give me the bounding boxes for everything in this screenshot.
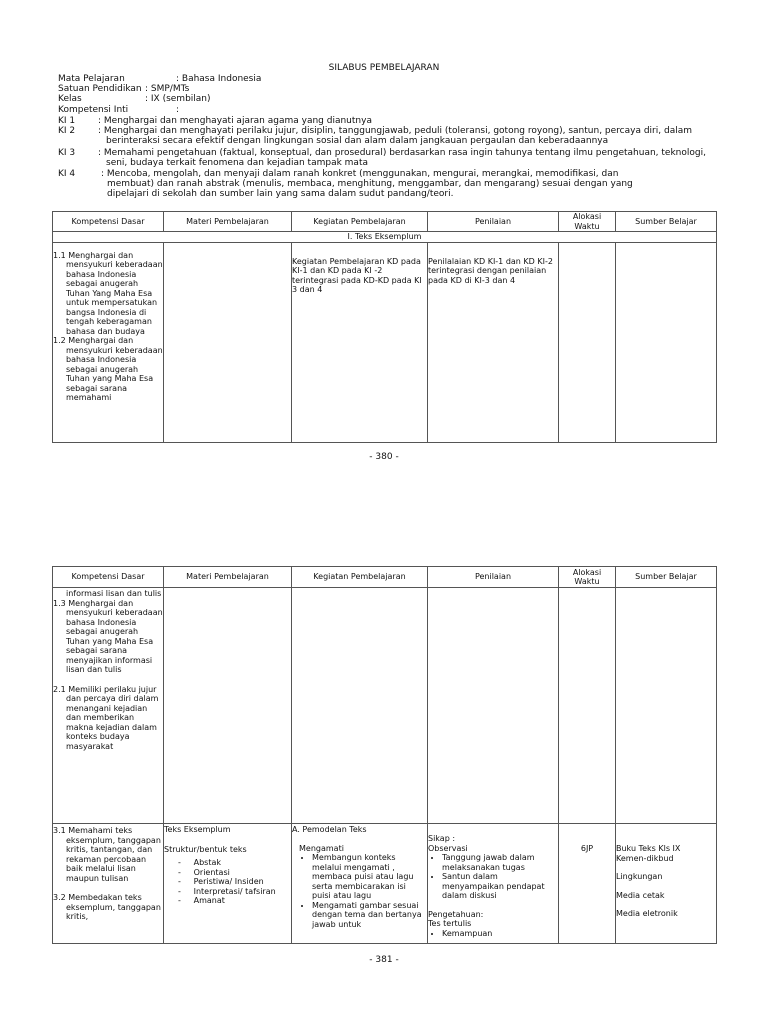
kegiatan-list (292, 853, 427, 929)
header-kompetensi-dasar: Kompetensi Dasar (53, 212, 164, 232)
kegiatan-cell: Kegiatan Pembelajaran KD pada KI-1 dan KD pada KI -2 terintegrasi pada KD-KD pada KI 3 dan 4 (292, 242, 428, 442)
kd-1-3: 1.3 Menghargai dan mensyukuri keberadaan bahasa Indonesia sebagai anugerah Tuhan yang Maha Esa sebagai sarana menyajikan informasi lisan dan tulis (53, 598, 163, 674)
ki-1-text: : Menghargai dan menghayati ajaran agama yang dianutnya (98, 116, 372, 126)
header-penilaian: Penilaian (428, 567, 559, 588)
header-alokasi: Alokasi Waktu (559, 212, 616, 232)
header-alokasi: Alokasi Waktu (559, 567, 616, 588)
ki-3-text: : Memahami pengetahuan (faktual, konseptual, dan prosedural) berdasarkan rasa ingin tahunya tentang ilmu pengetahuan, teknologi, seni, budaya terkait fenomena dan kejadian tampak mata (98, 148, 706, 168)
header-materi: Materi Pembelajaran (164, 567, 292, 588)
materi-cell (164, 824, 292, 944)
penilaian-cell: Penilalaian KD KI-1 dan KD KI-2 terintegrasi dengan penilaian pada KD di KI-3 dan 4 (428, 242, 559, 442)
kd-1-1: 1.1 Menghargai dan mensyukuri keberadaan bahasa Indonesia sebagai anugerah Tuhan Yang Maha Esa untuk mempersatukan bangsa Indonesia di tengah keberagaman bahasa dan budaya (53, 250, 163, 336)
sumber-item: Buku Teks Kls IX Kemen-dikbud (616, 844, 681, 863)
sumber-cell (616, 588, 717, 824)
kegiatan-cell (292, 588, 428, 824)
table-row (53, 824, 717, 944)
list-item: - Interpretasi/ tafsiran (178, 886, 276, 896)
list-item: • Tanggung jawab dalam melaksanakan tugas (442, 853, 558, 872)
list-item: - Abstak (178, 858, 221, 867)
sumber-cell (616, 242, 717, 442)
page-number-381: - 381 - (369, 955, 399, 965)
page-number-380: - 380 - (369, 452, 399, 462)
table-row (53, 242, 717, 442)
list-item: - Amanat (178, 896, 225, 905)
penilaian-sikap: Sikap : (428, 834, 456, 843)
tes-list (428, 929, 558, 939)
kd-1-2: 1.2 Menghargai dan mensyukuri keberadaan bahasa Indonesia sebagai anugerah Tuhan yang Maha Esa sebagai sarana memahami (53, 336, 163, 402)
header-kegiatan: Kegiatan Pembelajaran (292, 212, 428, 232)
list-item: • Kemampuan (442, 929, 558, 939)
penilaian-pengetahuan: Pengetahuan: (428, 909, 484, 919)
section-title: I. Teks Eksemplum (53, 232, 717, 243)
section-row (53, 232, 717, 243)
list-item: • Membangun konteks melalui mengamati , membaca puisi atau lagu serta membicarakan isi puisi atau lagu (312, 853, 427, 901)
ki-4-label: KI 4 (58, 169, 76, 179)
materi-list (164, 858, 291, 906)
penilaian-cell (428, 824, 559, 944)
sumber-item: Media eletronik (616, 909, 678, 918)
sikap-list (428, 853, 558, 901)
document-title: SILABUS PEMBELAJARAN (328, 63, 440, 73)
table-header-row (53, 212, 717, 232)
header-kompetensi-dasar: Kompetensi Dasar (53, 567, 164, 588)
header-penilaian: Penilaian (428, 212, 559, 232)
alokasi-cell: 6JP (559, 824, 616, 944)
ki-2-label: KI 2 (58, 126, 76, 136)
ki-4-text: : Mencoba, mengolah, dan menyaji dalam ranah konkret (menggunakan, mengurai, merangkai, memodifikasi, dan membuat) dan ranah abstrak (menulis, membaca, menghitung, menggambar, dan mengarang) sesuai dengan yang dipelajari di sekolah dan sumber lain yang sama dalam sudut pandang/teori. (101, 169, 633, 199)
ki-3-label: KI 3 (58, 148, 76, 158)
meta-row-school: Satuan Pendidikan : SMP/MTs (58, 84, 190, 94)
table-row (53, 588, 717, 824)
list-item: - Orientasi (178, 867, 230, 877)
kegiatan-title: A. Pemodelan Teks (292, 825, 367, 834)
header-sumber: Sumber Belajar (616, 212, 717, 232)
kd-cell (53, 824, 164, 944)
list-item: - Peristiwa/ Insiden (178, 877, 264, 886)
header-sumber: Sumber Belajar (616, 567, 717, 588)
penilaian-observasi: Observasi (428, 843, 468, 853)
table-header-row (53, 567, 717, 588)
kd-cell (53, 588, 164, 824)
kd-3-2: 3.2 Membedakan teks eksemplum, tanggapan kritis, (53, 893, 161, 921)
kd-2-1: 2.1 Memiliki perilaku jujur dan percaya diri dalam menangani kejadian dan memberikan makna kejadian dalam konteks budaya masyarakat (53, 684, 159, 751)
ki-1-label: KI 1 (58, 116, 76, 126)
materi-cell (164, 588, 292, 824)
materi-subtitle: Struktur/bentuk teks (164, 844, 247, 854)
alokasi-cell (559, 242, 616, 442)
sumber-cell (616, 824, 717, 944)
sumber-item: Media cetak (616, 890, 665, 900)
kd-cell (53, 242, 164, 442)
header-kegiatan: Kegiatan Pembelajaran (292, 567, 428, 588)
syllabus-table-page-380 (52, 211, 717, 443)
meta-row-class: Kelas : IX (sembilan) (58, 94, 211, 104)
meta-row-ki: Kompetensi Inti : (58, 105, 180, 115)
materi-title: Teks Eksemplum (164, 825, 231, 834)
penilaian-cell (428, 588, 559, 824)
list-item: • Mengamati gambar sesuai dengan tema dan bertanya jawab untuk (312, 901, 427, 930)
kd-continued: informasi lisan dan tulis (66, 589, 162, 598)
list-item: • Santun dalam menyampaikan pendapat dalam diskusi (442, 872, 558, 901)
penilaian-tes: Tes tertulis (428, 919, 472, 928)
materi-cell (164, 242, 292, 442)
kegiatan-subtitle: Mengamati (299, 843, 344, 853)
kd-3-1: 3.1 Memahami teks eksemplum, tanggapan kritis, tantangan, dan rekaman percobaan baik melalui lisan maupun tulisan (53, 826, 161, 883)
kegiatan-cell (292, 824, 428, 944)
alokasi-cell (559, 588, 616, 824)
syllabus-table-page-381 (52, 566, 717, 944)
header-materi: Materi Pembelajaran (164, 212, 292, 232)
sumber-item: Lingkungan (616, 872, 663, 881)
meta-row-subject: Mata Pelajaran : Bahasa Indonesia (58, 74, 262, 84)
ki-2-text: : Menghargai dan menghayati perilaku jujur, disiplin, tanggungjawab, peduli (toleransi, gotong royong), santun, percaya diri, dalam berinteraksi secara efektif dengan lingkungan sosial dan alam dalam jangkauan pergaulan dan keberadaannya (98, 126, 692, 146)
